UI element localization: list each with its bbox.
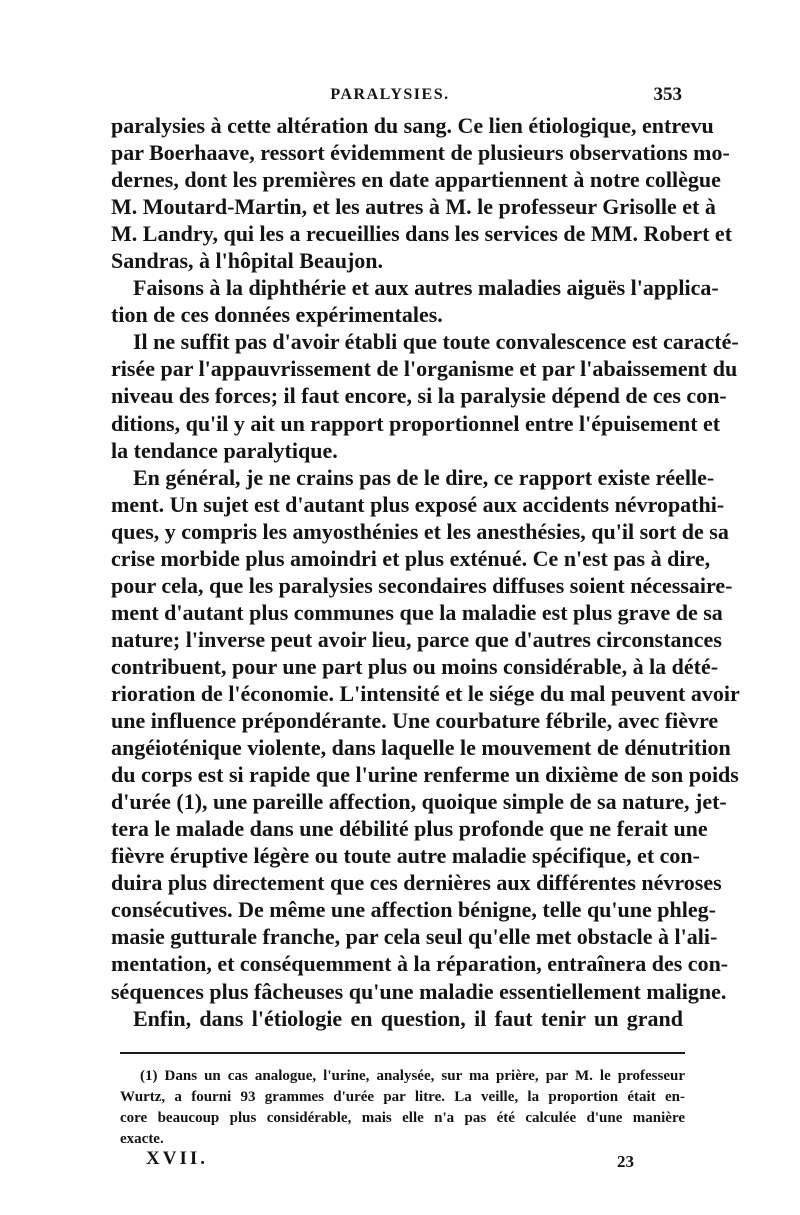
text-line: paralysies à cette altération du sang. Ce lien étiologique, entrevu xyxy=(111,113,714,138)
text-line: séquences plus fâcheuses qu'une maladie essentiellement maligne. xyxy=(111,978,727,1004)
text-line: risée par l'appauvrissement de l'organisme et par l'abaissement du xyxy=(111,356,738,382)
text-line: duira plus directement que ces dernières aux différentes névroses xyxy=(111,870,722,896)
text-line: crise morbide plus amoindri et plus exténué. Ce n'est pas à dire, xyxy=(111,545,711,571)
footnote-line: exacte. xyxy=(120,1131,164,1147)
text-line: mentation, et conséquemment à la réparation, entraînera des con- xyxy=(111,951,729,977)
footnote-line: Wurtz, a fourni 93 grammes d'urée par litre. La veille, la proportion était en- xyxy=(120,1089,685,1105)
body-text xyxy=(111,112,740,1032)
text-line: rioration de l'économie. L'intensité et le siége du mal peuvent avoir xyxy=(111,680,740,706)
text-line: M. Landry, qui les a recueillies dans les services de MM. Robert et xyxy=(111,221,733,247)
text-line: par Boerhaave, ressort évidemment de plusieurs observations mo- xyxy=(111,140,730,166)
text-line: masie gutturale franche, par cela seul qu'elle met obstacle à l'ali- xyxy=(111,924,718,950)
paragraph-start: Il ne suffit pas d'avoir établi que toute convalescence est caracté- xyxy=(133,329,739,355)
text-line: fièvre éruptive légère ou toute autre maladie spécifique, et con- xyxy=(111,843,700,869)
paragraph-start: Enfin, dans l'étiologie en question, il faut tenir un grand xyxy=(133,1005,683,1031)
footnote xyxy=(120,1066,685,1150)
text-line: angéioténique violente, dans laquelle le mouvement de dénutrition xyxy=(111,735,731,761)
running-title: PARALYSIES. xyxy=(330,86,450,103)
text-line: une influence prépondérante. Une courbature fébrile, avec fièvre xyxy=(111,708,719,734)
text-line: ques, y compris les amyosthénies et les anesthésies, qu'il sort de sa xyxy=(111,518,729,544)
text-line: niveau des forces; il faut encore, si la paralysie dépend de ces con- xyxy=(111,383,727,409)
text-line: ment d'autant plus communes que la maladie est plus grave de sa xyxy=(111,599,723,625)
text-line: ment. Un sujet est d'autant plus exposé aux accidents névropathi- xyxy=(111,491,725,517)
paragraph-start: En général, je ne crains pas de le dire, ce rapport existe réelle- xyxy=(133,464,715,490)
text-line: du corps est si rapide que l'urine renferme un dixième de son poids xyxy=(111,762,739,788)
sheet-number: 23 xyxy=(617,1152,634,1171)
text-line: consécutives. De même une affection bénigne, telle qu'une phleg- xyxy=(111,897,716,923)
page-number: 353 xyxy=(653,84,682,105)
text-line: tera le malade dans une débilité plus profonde que ne ferait une xyxy=(111,816,708,842)
text-line: M. Moutard-Martin, et les autres à M. le professeur Grisolle et à xyxy=(111,194,716,220)
text-line: pour cela, que les paralysies secondaires diffuses soient nécessaire- xyxy=(111,572,733,598)
text-line: nature; l'inverse peut avoir lieu, parce que d'autres circonstances xyxy=(111,626,722,652)
footnote-divider xyxy=(120,1052,685,1054)
text-line: dernes, dont les premières en date appartiennent à notre collègue xyxy=(111,167,721,193)
footnote-line: core beaucoup plus considérable, mais elle n'a pas été calculée d'une manière xyxy=(120,1110,685,1126)
signature-mark: XVII. xyxy=(146,1148,208,1169)
text-line: la tendance paralytique. xyxy=(111,437,338,463)
text-line: ditions, qu'il y ait un rapport proportionnel entre l'épuisement et xyxy=(111,410,721,436)
text-line: tion de ces données expérimentales. xyxy=(111,302,443,328)
text-line: contribuent, pour une part plus ou moins considérable, à la dété- xyxy=(111,653,719,679)
text-line: Sandras, à l'hôpital Beaujon. xyxy=(111,248,384,274)
footnote-line: (1) Dans un cas analogue, l'urine, analysée, sur ma prière, par M. le professeur xyxy=(140,1068,685,1084)
paragraph-start: Faisons à la diphthérie et aux autres maladies aiguës l'applica- xyxy=(133,275,719,301)
text-line: d'urée (1), une pareille affection, quoique simple de sa nature, jet- xyxy=(111,789,727,815)
